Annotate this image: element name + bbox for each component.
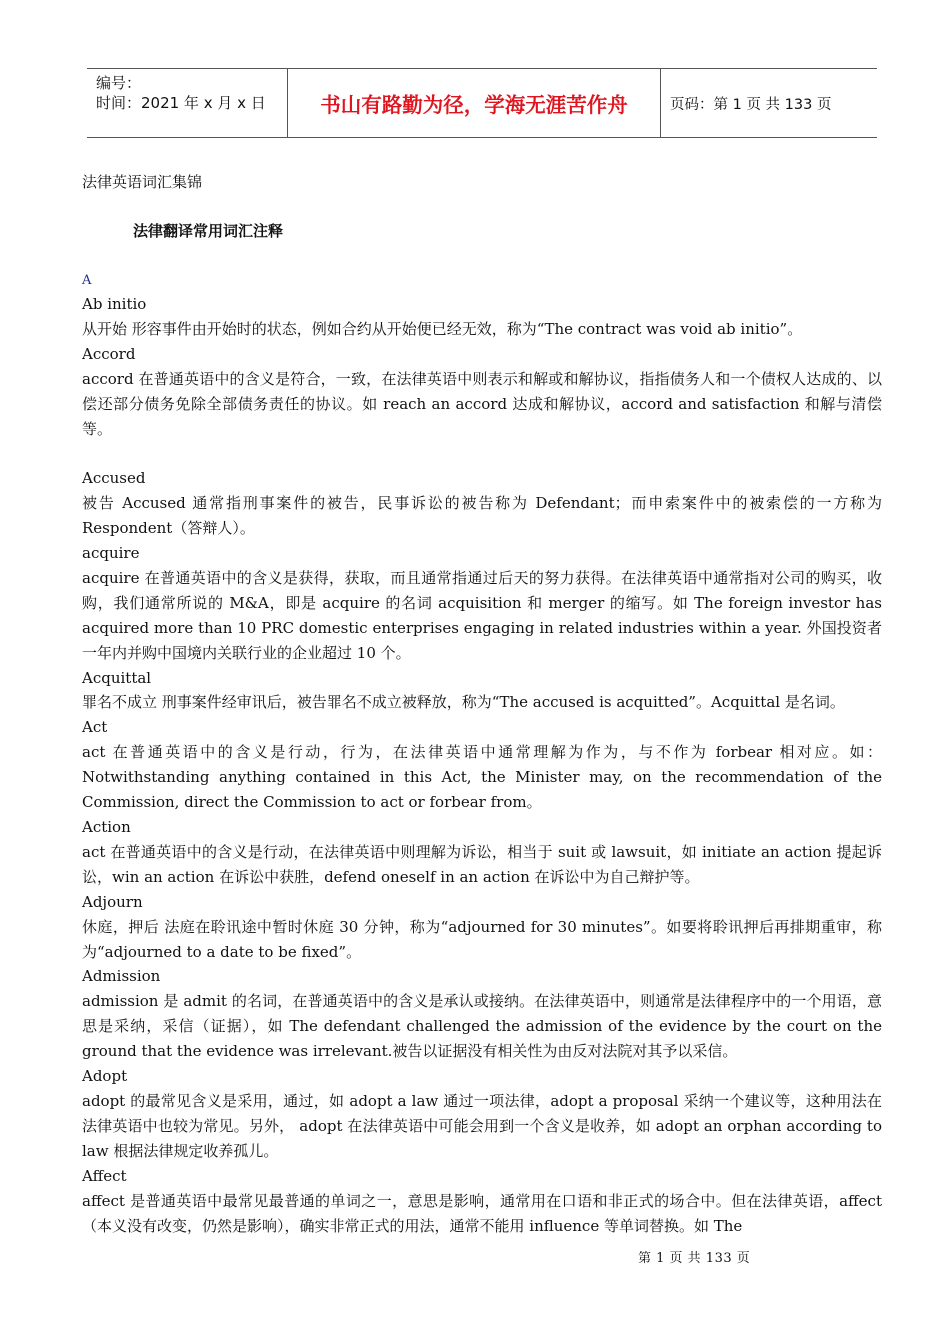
header-meta-cell [87, 69, 288, 137]
entry-definition: act 在普通英语中的含义是行动，在法律英语中则理解为诉讼，相当于 suit 或 lawsuit，如 initiate an action 提起诉讼，win an action 在诉讼中获胜，defend oneself in an action 在诉讼中为自己辩护等。 [82, 842, 882, 886]
entry-term: Action [82, 818, 131, 837]
section-letter: A [82, 273, 92, 288]
entry-definition: adopt 的最常见含义是采用，通过，如 adopt a law 通过一项法律，adopt a proposal 采纳一个建议等，这种用法在法律英语中也较为常见。另外， adopt 在法律英语中可能会用到一个含义是收养，如 adopt an orphan according to law 根据法律规定收养孤儿。 [82, 1091, 882, 1160]
entry-term: Affect [82, 1166, 127, 1185]
entry-definition: acquire 在普通英语中的含义是获得，获取，而且通常指通过后天的努力获得。在法律英语中通常指对公司的购买，收购，我们通常所说的 M&A，即是 acquire 的名词 acquisition 和 merger 的缩写。如 The foreign investor has acquired more than 10 PRC domestic enterprises engaging in related industries within a year. 外国投资者一年内并购中国境内关联行业的企业超过 10 个。 [82, 568, 882, 662]
entry-definition: accord 在普通英语中的含义是符合，一致，在法律英语中则表示和解或和解协议，指指债务人和一个债权人达成的、以偿还部分债务免除全部债务责任的协议。如 reach an accord 达成和解协议，accord and satisfaction 和解与清偿等。 [82, 369, 882, 438]
entry-definition: 休庭，押后 法庭在聆讯途中暂时休庭 30 分钟，称为“adjourned for 30 minutes”。如要将聆讯押后再排期重审，称为“adjourned to a date to be fixed”。 [82, 917, 882, 961]
entry-term: Accord [82, 344, 136, 363]
entry-term: Adjourn [82, 892, 143, 911]
header-table [87, 68, 877, 138]
document-title: 法律英语词汇集锦 [82, 173, 203, 191]
document-subtitle: 法律翻译常用词汇注释 [133, 222, 284, 240]
entry-term: Ab initio [82, 295, 147, 313]
entry-definition: act 在普通英语中的含义是行动，行为，在法律英语中通常理解为作为，与不作为 forbear 相对应。如：Notwithstanding anything contained in this Act, the Minister may, on the recommendation of the Commission, direct the Commission to act or forbear from。 [82, 743, 882, 812]
entry-term: Act [82, 718, 108, 737]
glossary-content [82, 292, 882, 1238]
header-motto: 书山有路勤为径，学海无涯苦作舟 [288, 69, 661, 137]
entry-definition: affect 是普通英语中最常见最普通的单词之一，意思是影响，通常用在口语和非正式的场合中。但在法律英语，affect（本义没有改变，仍然是影响），确实非常正式的用法，通常不能用 influence 等单词替换。如 The [82, 1191, 882, 1235]
entry-definition: 从开始 形容事件由开始时的状态，例如合约从开始便已经无效，称为“The contract was void ab initio”。 [82, 319, 803, 338]
entry-term: Adopt [82, 1067, 128, 1086]
header-page-info: 页码：第 1 页 共 133 页 [670, 96, 832, 113]
blank-line [82, 441, 882, 466]
page-footer: 第 1 页 共 133 页 [638, 1251, 751, 1266]
entry-definition: 罪名不成立 刑事案件经审讯后，被告罪名不成立被释放，称为“The accused is acquitted”。Acquittal 是名词。 [82, 693, 845, 712]
entry-term: Accused [82, 469, 146, 488]
time-label: 时间：2021 年 x 月 x 日 [96, 94, 266, 112]
number-label: 编号： [96, 74, 142, 92]
entry-term: acquire [82, 544, 140, 563]
entry-term: Acquittal [82, 668, 152, 687]
entry-definition: 被告 Accused 通常指刑事案件的被告，民事诉讼的被告称为 Defendant；而申索案件中的被索偿的一方称为 Respondent（答辩人）。 [82, 494, 882, 538]
entry-term: Admission [82, 967, 161, 986]
entry-definition: admission 是 admit 的名词，在普通英语中的含义是承认或接纳。在法律英语中，则通常是法律程序中的一个用语，意思是采纳，采信（证据），如 The defendant challenged the admission of the evidence by the court on the ground that the evidence was irrelevant.被告以证据没有相关性为由反对法院对其予以采信。 [82, 992, 882, 1061]
